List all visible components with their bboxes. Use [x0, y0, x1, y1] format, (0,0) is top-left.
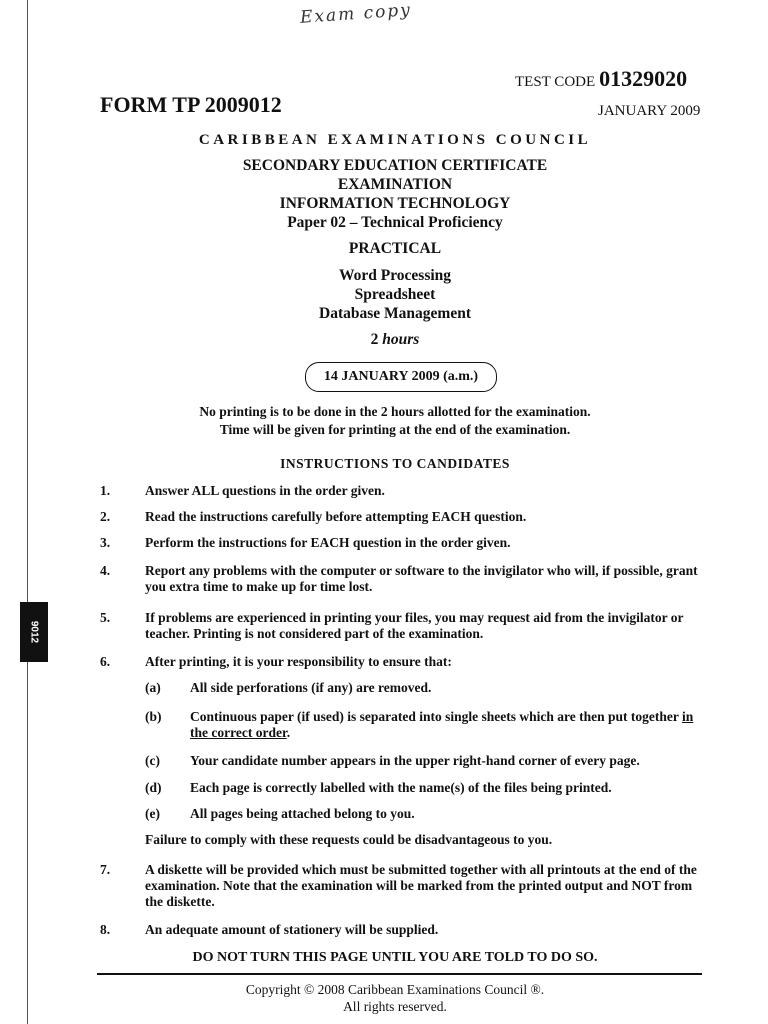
topic-word-processing: Word Processing — [338, 267, 452, 284]
side-code-label: 9012 — [28, 620, 40, 644]
form-number: FORM TP 2009012 — [100, 92, 282, 117]
examination-title: EXAMINATION — [337, 176, 453, 193]
instruction-number: 8. — [100, 922, 111, 937]
topic-database: Database Management — [319, 305, 471, 322]
handwritten-note: Exam copy — [299, 0, 413, 28]
certificate-title: SECONDARY EDUCATION CERTIFICATE — [242, 157, 548, 174]
footer-divider — [97, 973, 702, 975]
failure-note: Failure to comply with these requests could be disadvantageous to you. — [145, 832, 553, 847]
side-code-tab — [20, 602, 48, 662]
instruction-text: Perform the instructions for EACH question in the order given. — [145, 535, 511, 550]
sub-item-letter: (a) — [145, 680, 161, 695]
instruction-text: An adequate amount of stationery will be supplied. — [145, 922, 439, 937]
sub-item-letter: (c) — [145, 753, 160, 768]
instruction-text: Read the instructions carefully before attempting EACH question. — [145, 509, 527, 524]
test-code-value: 01329020 — [599, 66, 688, 91]
duration-number: 2 — [370, 331, 379, 348]
notice-line-1: No printing is to be done in the 2 hours allotted for the examination. — [199, 404, 591, 419]
topic-spreadsheet: Spreadsheet — [354, 286, 436, 303]
sub-item-text-part: . — [286, 725, 291, 740]
instruction-number: 4. — [100, 563, 111, 578]
sub-item-underlined: in the correct order — [190, 709, 694, 740]
paper-title — [0, 214, 768, 232]
exam-month: JANUARY 2009 — [598, 103, 701, 119]
subject-title: INFORMATION TECHNOLOGY — [279, 195, 511, 212]
instruction-number: 7. — [100, 862, 111, 877]
sub-item-letter: (b) — [145, 709, 162, 724]
instruction-number: 3. — [100, 535, 111, 550]
instructions-heading: INSTRUCTIONS TO CANDIDATES — [280, 456, 510, 471]
page-margin-line — [27, 0, 28, 1024]
sub-item-text: Your candidate number appears in the upper right-hand corner of every page. — [190, 753, 640, 768]
sub-item-letter: (e) — [145, 806, 160, 821]
council-title: CARIBBEAN EXAMINATIONS COUNCIL — [198, 132, 592, 148]
instruction-number: 1. — [100, 483, 111, 498]
final-warning: DO NOT TURN THIS PAGE UNTIL YOU ARE TOLD TO DO SO. — [192, 950, 598, 965]
rights-line: All rights reserved. — [343, 999, 447, 1014]
sub-item-text: All pages being attached belong to you. — [190, 806, 415, 821]
instruction-number: 2. — [100, 509, 111, 524]
practical-title: PRACTICAL — [348, 240, 442, 257]
test-code — [515, 66, 687, 92]
sub-item-letter: (d) — [145, 780, 162, 795]
instruction-number: 5. — [100, 610, 111, 625]
paper-title-text: Paper 02 – Technical Proficiency — [287, 214, 503, 231]
sub-item-text — [190, 709, 700, 741]
test-code-label: TEST CODE — [515, 74, 596, 90]
instruction-text: Report any problems with the computer or software to the invigilator who will, if possible, grant you extra time to make up for time lost. — [145, 563, 698, 594]
instruction-text: A diskette will be provided which must be submitted together with all printouts at the end of the examination. Note that the examination will be marked from the printed output and NOT from the diskette. — [145, 862, 697, 909]
notice-line-2: Time will be given for printing at the end of the examination. — [219, 422, 571, 437]
duration-unit: hours — [382, 331, 420, 348]
exam-date-box: 14 JANUARY 2009 (a.m.) — [305, 362, 497, 392]
copyright-line: Copyright © 2008 Caribbean Examinations Council ®. — [245, 982, 545, 997]
sub-item-text: Each page is correctly labelled with the name(s) of the files being printed. — [190, 780, 612, 795]
sub-item-text-part: Continuous paper (if used) is separated into single sheets which are then put together — [190, 709, 683, 724]
instruction-text: Answer ALL questions in the order given. — [145, 483, 385, 498]
duration — [0, 331, 768, 349]
instruction-text: After printing, it is your responsibility to ensure that: — [145, 654, 452, 669]
instruction-text: If problems are experienced in printing your files, you may request aid from the invigilator or teacher. Printing is not considered part of the examination. — [145, 610, 684, 641]
instruction-number: 6. — [100, 654, 111, 669]
sub-item-text: All side perforations (if any) are removed. — [190, 680, 432, 695]
